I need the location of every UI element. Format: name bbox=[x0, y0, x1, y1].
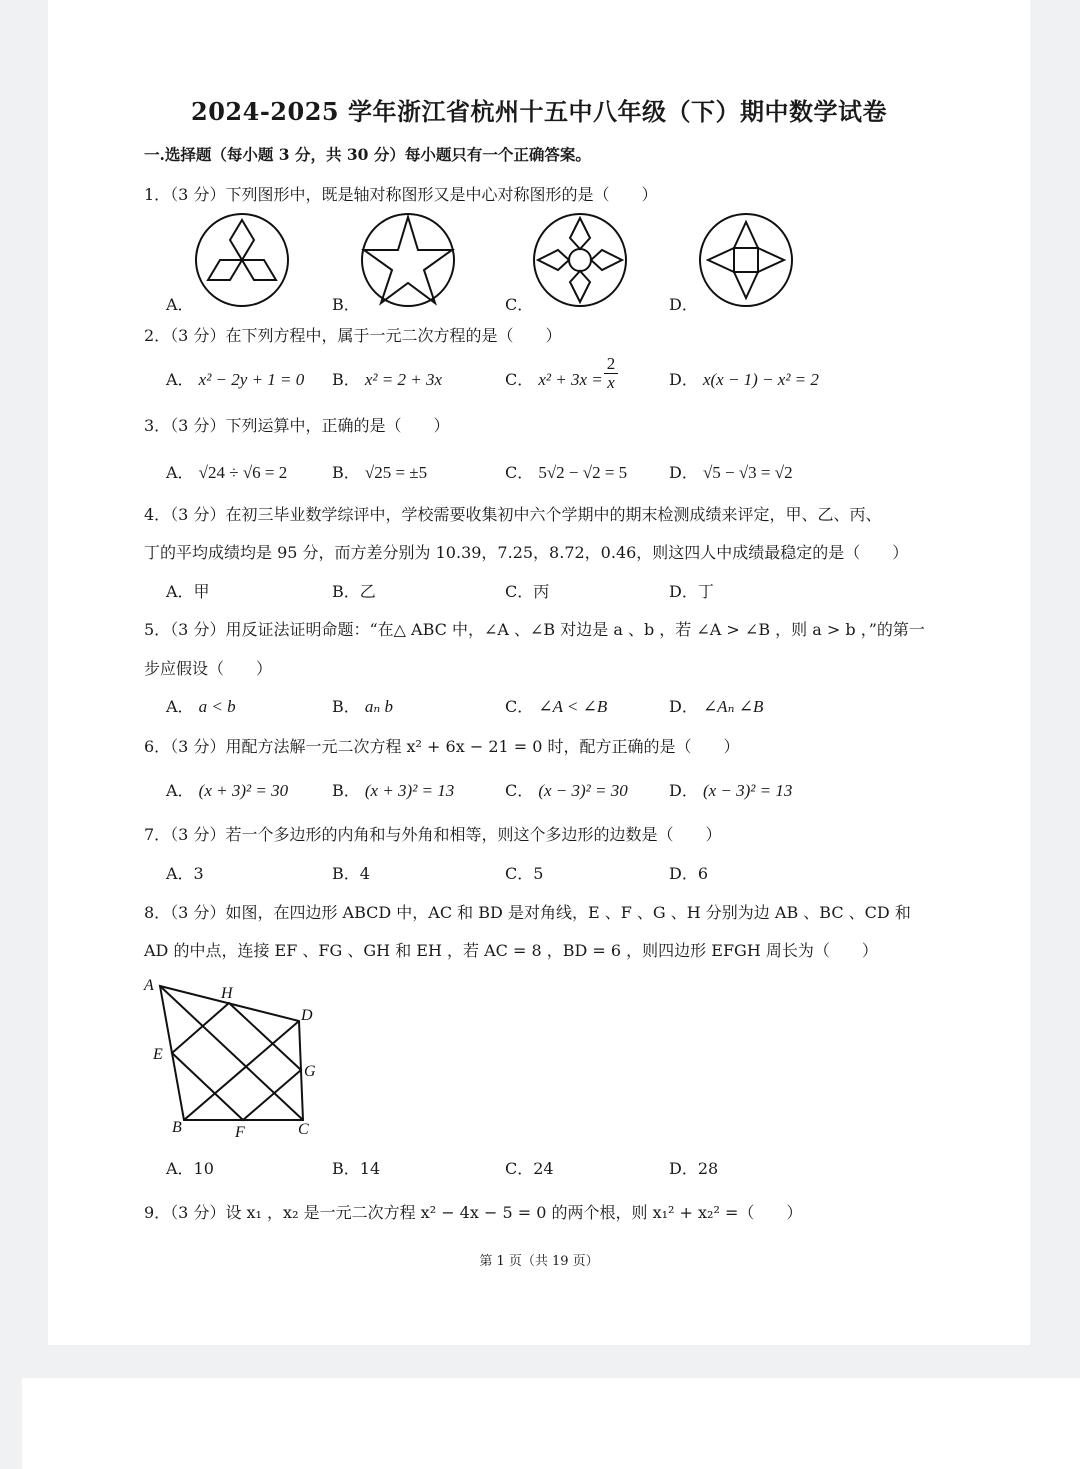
q2-fraction bbox=[604, 356, 618, 391]
q3-option-b-math: √25 = ±5 bbox=[364, 463, 428, 482]
q6-option-c-math: (x − 3)² = 30 bbox=[538, 781, 628, 800]
q2-option-d[interactable]: D． x(x − 1) − x² = 2 bbox=[669, 370, 819, 389]
q5-option-d[interactable]: D． ∠Aₙ ∠B bbox=[669, 697, 764, 716]
section-heading: 一.选择题（每小题 3 分，共 30 分）每小题只有一个正确答案。 bbox=[144, 145, 591, 164]
q1-option-d[interactable]: D． bbox=[669, 295, 698, 314]
question-8-stem-line1: 8．（3 分）如图，在四边形 ABCD 中，AC 和 BD 是对角线，E 、F 、G 、H 分别为边 AB 、BC 、CD 和 bbox=[144, 903, 911, 922]
q2-option-d-math: x(x − 1) − x² = 2 bbox=[702, 370, 819, 389]
q2-fraction-numerator: 2 bbox=[606, 354, 616, 373]
q4-option-a[interactable]: A．甲 bbox=[166, 582, 210, 601]
page-title: 2024-2025 学年浙江省杭州十五中八年级（下）期中数学试卷 bbox=[191, 97, 887, 126]
q2-option-c[interactable]: C． x² + 3x = bbox=[505, 370, 603, 389]
q3-option-c-math: 5√2 − √2 = 5 bbox=[538, 463, 628, 482]
figure-label-g: G bbox=[304, 1063, 316, 1080]
q2-option-b[interactable]: B． x² = 2 + 3x bbox=[332, 370, 442, 389]
exam-page bbox=[48, 0, 1030, 1345]
figure-label-a: A bbox=[144, 977, 154, 994]
q3-option-b[interactable]: B． √25 = ±5 bbox=[332, 463, 428, 482]
q6-option-a[interactable]: A． (x + 3)² = 30 bbox=[166, 781, 289, 800]
q7-option-a[interactable]: A．3 bbox=[166, 864, 204, 883]
q6-option-b[interactable]: B． (x + 3)² = 13 bbox=[332, 781, 455, 800]
q7-option-b[interactable]: B．4 bbox=[332, 864, 370, 883]
q8-option-c[interactable]: C．24 bbox=[505, 1159, 554, 1178]
figure-label-b: B bbox=[172, 1119, 182, 1136]
q5-option-a[interactable]: A． a < b bbox=[166, 697, 236, 716]
q2-option-b-math: x² = 2 + 3x bbox=[364, 370, 442, 389]
question-3-stem: 3．（3 分）下列运算中，正确的是（ ） bbox=[144, 416, 450, 435]
q6-option-c[interactable]: C． (x − 3)² = 30 bbox=[505, 781, 628, 800]
question-9-stem: 9．（3 分）设 x₁ ，x₂ 是一元二次方程 x² − 4x − 5 = 0 的两个根，则 x₁² + x₂² =（ ） bbox=[144, 1203, 803, 1222]
q2-option-c-math: x² + 3x = bbox=[538, 370, 603, 389]
q6-option-d[interactable]: D． (x − 3)² = 13 bbox=[669, 781, 793, 800]
question-2-stem: 2．（3 分）在下列方程中，属于一元二次方程的是（ ） bbox=[144, 326, 562, 345]
q1-option-a[interactable]: A． bbox=[166, 295, 194, 314]
figure-label-e: E bbox=[153, 1046, 163, 1063]
q6-option-d-math: (x − 3)² = 13 bbox=[702, 781, 793, 800]
q7-option-d[interactable]: D．6 bbox=[669, 864, 709, 883]
q1-option-c[interactable]: C． bbox=[505, 295, 534, 314]
q4-option-b[interactable]: B．乙 bbox=[332, 582, 376, 601]
question-4-stem-line2: 丁的平均成绩均是 95 分，而方差分别为 10.39，7.25，8.72，0.46，则这四人中成绩最稳定的是（ ） bbox=[144, 543, 909, 562]
question-5-stem-line1: 5．（3 分）用反证法证明命题：“在△ ABC 中，∠A 、∠B 对边是 a 、b ，若 ∠A > ∠B ，则 a > b ，”的第一 bbox=[144, 620, 925, 639]
q3-option-d[interactable]: D． √5 − √3 = √2 bbox=[669, 463, 793, 482]
page-footer: 第 1 页（共 19 页） bbox=[479, 1254, 599, 1269]
q8-option-a[interactable]: A．10 bbox=[166, 1159, 214, 1178]
q5-option-d-math: ∠Aₙ ∠B bbox=[702, 697, 764, 716]
q8-option-b[interactable]: B．14 bbox=[332, 1159, 381, 1178]
figure-label-c: C bbox=[298, 1121, 309, 1138]
q2-option-a[interactable]: A． x² − 2y + 1 = 0 bbox=[166, 370, 305, 389]
q4-option-d[interactable]: D．丁 bbox=[669, 582, 714, 601]
q4-option-c[interactable]: C．丙 bbox=[505, 582, 550, 601]
q3-option-a[interactable]: A． √24 ÷ √6 = 2 bbox=[166, 463, 288, 482]
q2-option-a-math: x² − 2y + 1 = 0 bbox=[198, 370, 305, 389]
q8-quadrilateral-figure bbox=[138, 970, 328, 1142]
figure-label-f: F bbox=[235, 1124, 245, 1141]
q3-option-d-math: √5 − √3 = √2 bbox=[702, 463, 793, 482]
figure-label-h: H bbox=[221, 985, 233, 1002]
question-7-stem: 7．（3 分）若一个多边形的内角和与外角和相等，则这个多边形的边数是（ ） bbox=[144, 825, 722, 844]
q5-option-a-math: a < b bbox=[198, 697, 236, 716]
q5-option-b-math: aₙ b bbox=[364, 697, 393, 716]
question-8-stem-line2: AD 的中点，连接 EF 、FG 、GH 和 EH ，若 AC = 8 ，BD = 6 ，则四边形 EFGH 周长为（ ） bbox=[144, 941, 878, 960]
figure-label-d: D bbox=[301, 1007, 313, 1024]
q1-figure-a bbox=[194, 212, 290, 308]
question-6-stem: 6．（3 分）用配方法解一元二次方程 x² + 6x − 21 = 0 时，配方正确的是（ ） bbox=[144, 737, 740, 756]
next-page-edge bbox=[22, 1378, 1080, 1469]
q1-figure-d bbox=[698, 212, 794, 308]
q5-option-b[interactable]: B． aₙ b bbox=[332, 697, 393, 716]
q6-option-b-math: (x + 3)² = 13 bbox=[364, 781, 455, 800]
q1-figure-b bbox=[360, 212, 456, 308]
q6-option-a-math: (x + 3)² = 30 bbox=[198, 781, 289, 800]
q5-option-c[interactable]: C． ∠A < ∠B bbox=[505, 697, 608, 716]
q1-option-b[interactable]: B． bbox=[332, 295, 360, 314]
question-5-stem-line2: 步应假设（ ） bbox=[144, 659, 273, 678]
q3-option-a-math: √24 ÷ √6 = 2 bbox=[198, 463, 288, 482]
q1-figure-c bbox=[532, 212, 628, 308]
q8-option-d[interactable]: D．28 bbox=[669, 1159, 719, 1178]
question-1-stem: 1．（3 分）下列图形中，既是轴对称图形又是中心对称图形的是（ ） bbox=[144, 185, 658, 204]
q3-option-c[interactable]: C． 5√2 − √2 = 5 bbox=[505, 463, 628, 482]
q2-fraction-denominator: x bbox=[607, 373, 615, 392]
question-4-stem-line1: 4．（3 分）在初三毕业数学综评中，学校需要收集初中六个学期中的期末检测成绩来评定，甲、乙、丙、 bbox=[144, 505, 882, 524]
q5-option-c-math: ∠A < ∠B bbox=[538, 697, 608, 716]
q7-option-c[interactable]: C．5 bbox=[505, 864, 544, 883]
